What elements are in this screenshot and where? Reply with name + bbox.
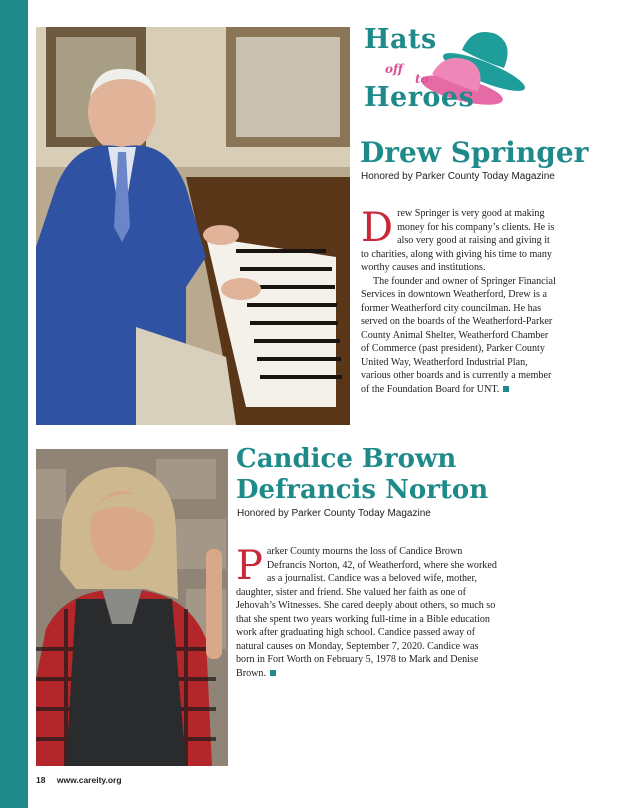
logo-word-to: to [415,72,429,86]
end-of-article-mark [270,670,276,676]
page-footer [36,775,131,785]
profile1-dropcap: D [361,205,394,251]
drew-springer-photo [36,27,350,425]
logo-word-hats: Hats [364,24,437,55]
page-number: 18 [36,775,46,785]
logo-word-heroes: Heroes [364,82,475,113]
teal-side-bar [0,0,28,808]
profile2-name [236,444,488,506]
footer-url[interactable]: www.careity.org [56,775,122,785]
profile1-paragraph-1: rew Springer is very good at making money for his company’s clients. He is also very good at raising and giving it to charities, along with giving his time to many worthy causes and institutions. [361,208,555,273]
profile2-paragraph-1: arker County mourns the loss of Candice Brown Defrancis Norton, 42, of Weatherford, where she worked as a journalist. Candice was a beloved wife, mother, daughter, sister and friend. She valued her faith as one of Jehovah’s Witnesses. She cared deeply about others, so much so that she spent two years working full-time in a Bible education work after graduating high school. Candice passed away of natural causes on Monday, September 7, 2020. Candice was born in Fort Worth on February 5, 1978 to Mark and Denise Brown. [236,546,497,679]
profile2-article-body [236,545,498,680]
profile2-dropcap: P [236,543,263,589]
profile2-name-line2: Defrancis Norton [236,475,489,505]
candice-norton-photo [36,449,228,766]
profile1-name: Drew Springer [360,136,589,169]
logo-word-off: off [385,62,403,76]
end-of-article-mark [503,386,509,392]
profile2-honored-line: Honored by Parker County Today Magazine [237,508,431,519]
profile1-paragraph-2: The founder and owner of Springer Financial Services in downtown Weatherford, Drew is a former Weatherford city councilman. He has served on the boards of the Weatherford-Parker County Animal Shelter, Weatherford Chamber of Commerce (past president), Parker County United Way, Weatherford Industrial Plan, various other boards and is currently a member of the Foundation Board for UNT. [361,275,556,395]
profile1-honored-line: Honored by Parker County Today Magazine [361,171,555,182]
profile2-name-line1: Candice Brown [236,444,457,474]
profile1-article-body [361,207,557,396]
hats-off-to-heroes-logo [360,22,530,116]
